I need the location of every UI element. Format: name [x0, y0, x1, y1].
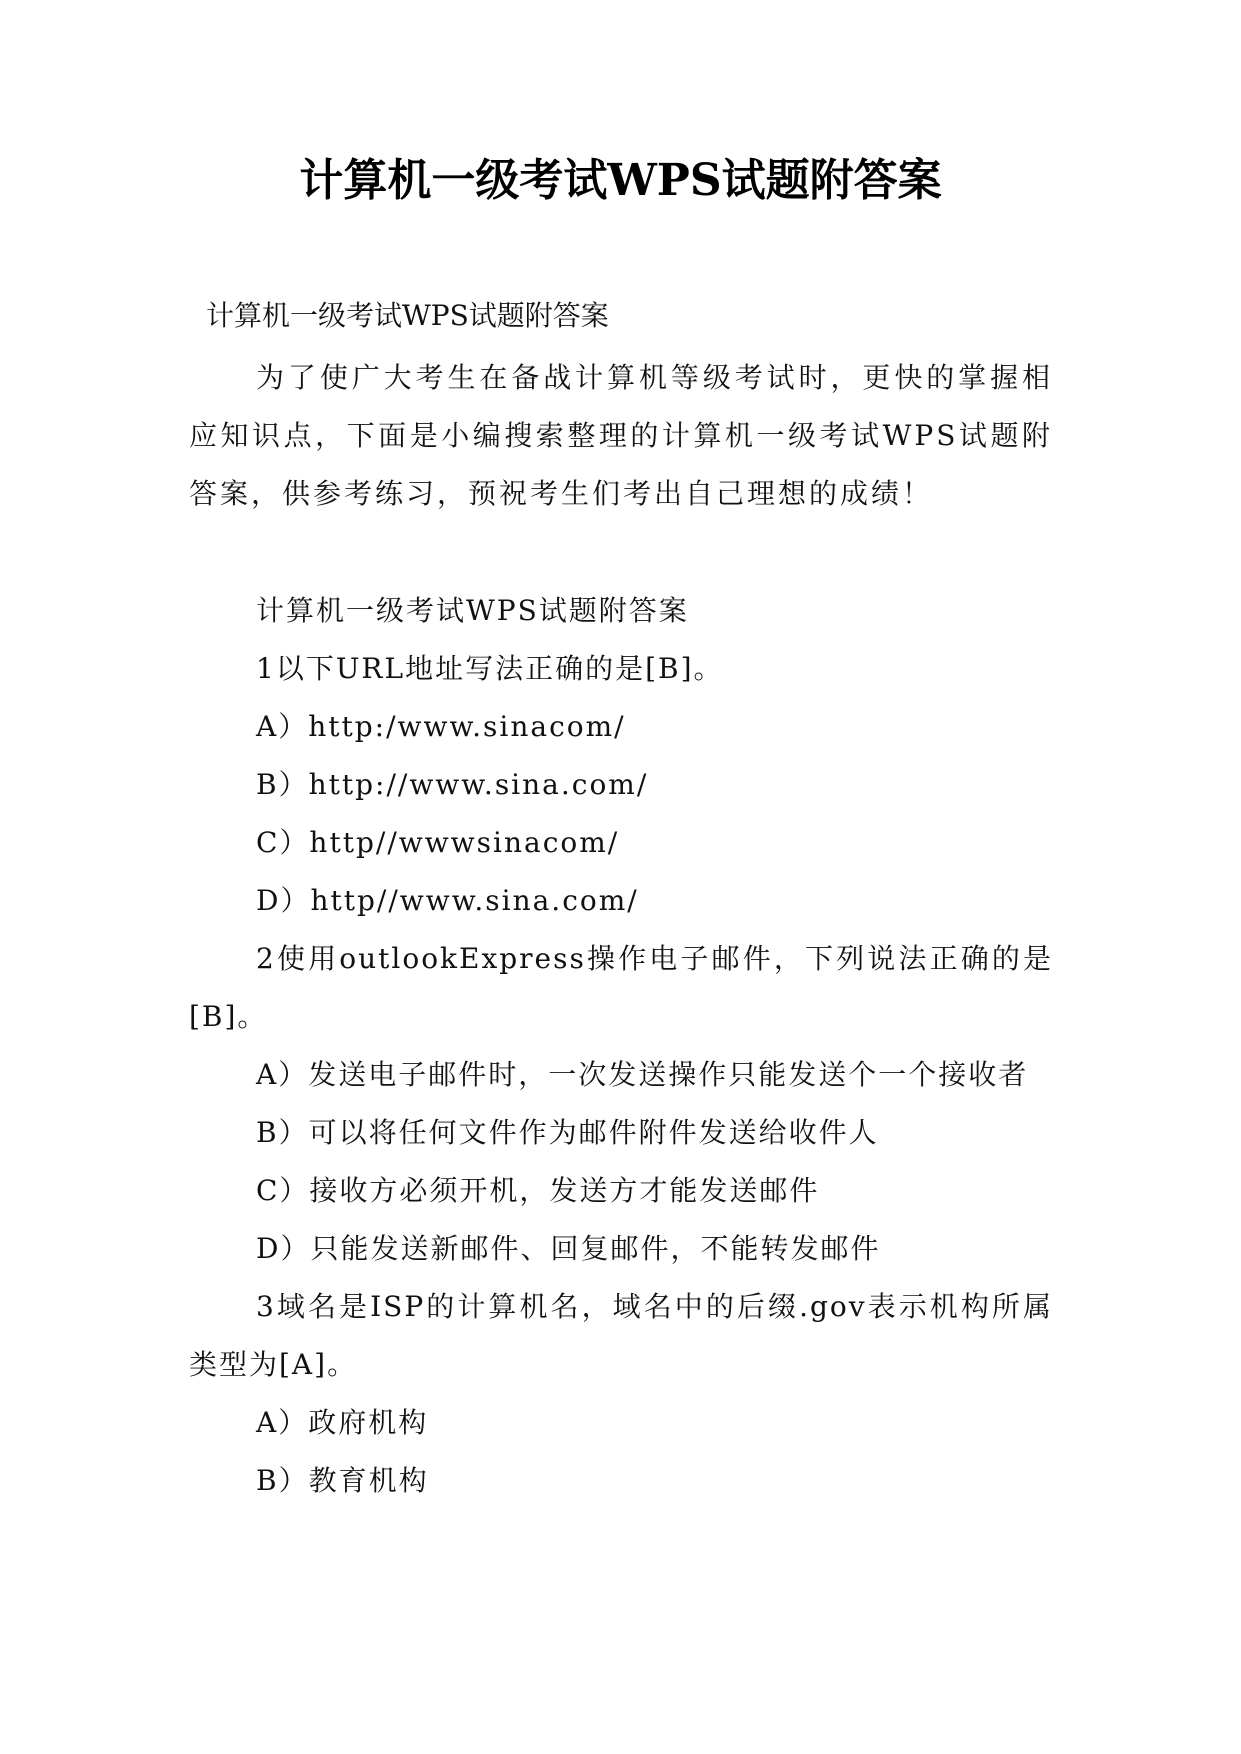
document-title: 计算机一级考试WPS试题附答案 — [299, 155, 942, 206]
question-1-option-d: D）http//www.sina.com/ — [256, 884, 639, 917]
question-2-option-d: D）只能发送新邮件、回复邮件，不能转发邮件 — [256, 1232, 881, 1265]
question-2-stem: 2使用outlookExpress操作电子邮件，下列说法正确的是[B]。 — [189, 942, 1053, 1033]
question-2-option-c: C）接收方必须开机，发送方才能发送邮件 — [256, 1174, 820, 1207]
intro-paragraph: 为了使广大考生在备战计算机等级考试时，更快的掌握相应知识点，下面是小编搜索整理的计算机一级考试WPS试题附答案，供参考练习，预祝考生们考出自己理想的成绩！ — [189, 361, 1053, 510]
question-2-option-b: B）可以将任何文件作为邮件附件发送给收件人 — [256, 1116, 879, 1149]
question-3-option-a: A）政府机构 — [256, 1406, 429, 1439]
question-3-stem: 3域名是ISP的计算机名，域名中的后缀.gov表示机构所属类型为[A]。 — [189, 1290, 1053, 1381]
question-1-option-a: A）http:/www.sinacom/ — [256, 710, 626, 743]
document-subtitle: 计算机一级考试WPS试题附答案 — [206, 299, 609, 332]
questions-section — [189, 582, 1053, 1510]
question-2-option-a: A）发送电子邮件时，一次发送操作只能发送个一个接收者 — [256, 1058, 1029, 1091]
question-1-option-b: B）http://www.sina.com/ — [256, 768, 649, 801]
question-1-option-c: C）http//wwwsinacom/ — [256, 826, 620, 859]
section-heading: 计算机一级考试WPS试题附答案 — [256, 594, 689, 627]
question-3-option-b: B）教育机构 — [256, 1464, 429, 1497]
question-1-stem: 1以下URL地址写法正确的是[B]。 — [256, 652, 724, 685]
